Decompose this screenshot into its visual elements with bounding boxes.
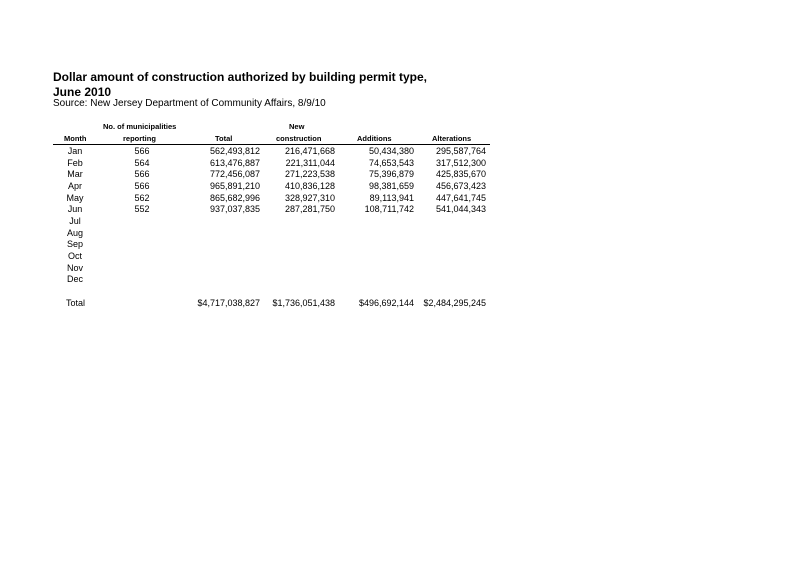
cell-new-construction: 271,223,538 <box>284 169 335 179</box>
cell-month: Jan <box>67 146 83 156</box>
header-rule <box>53 144 490 145</box>
cell-additions: 89,113,941 <box>369 193 414 203</box>
cell-additions: 50,434,380 <box>368 146 414 156</box>
cell-new-construction: 410,836,128 <box>284 181 335 191</box>
cell-alterations: 317,512,300 <box>435 158 486 168</box>
cell-month: Jun <box>67 204 83 214</box>
total-row-label: Total <box>66 298 86 308</box>
header-municipalities-line-2: reporting <box>123 134 156 143</box>
document-title-line-1: Dollar amount of construction authorized by building permit type, <box>53 70 428 84</box>
cell-total: 562,493,812 <box>209 146 260 156</box>
cell-total: 772,456,087 <box>209 169 260 179</box>
cell-additions: 98,381,659 <box>368 181 414 191</box>
cell-alterations: 295,587,764 <box>435 146 486 156</box>
cell-additions: 74,653,543 <box>368 158 414 168</box>
cell-month: Sep <box>66 239 83 249</box>
header-new-construction-line-1: New <box>289 122 305 131</box>
cell-alterations: 541,044,343 <box>435 204 486 214</box>
cell-month: Jul <box>69 216 81 226</box>
cell-municipalities-reporting: 566 <box>134 146 150 156</box>
cell-total: 965,891,210 <box>209 181 260 191</box>
header-alterations: Alterations <box>432 134 472 143</box>
header-municipalities-line-1: No. of municipalities <box>103 122 177 131</box>
header-new-construction-line-2: construction <box>276 134 322 143</box>
cell-total: 613,476,887 <box>209 158 260 168</box>
cell-month: May <box>66 193 84 203</box>
document-title-line-2: June 2010 <box>53 85 112 99</box>
cell-municipalities-reporting: 566 <box>134 181 150 191</box>
cell-new-construction: 287,281,750 <box>284 204 335 214</box>
header-additions: Additions <box>357 134 392 143</box>
cell-month: Mar <box>67 169 83 179</box>
cell-alterations: 447,641,745 <box>435 193 486 203</box>
cell-month: Feb <box>67 158 83 168</box>
cell-new-construction: 221,311,044 <box>285 158 335 168</box>
cell-additions: 108,711,742 <box>364 204 414 214</box>
source-note: Source: New Jersey Department of Community Affairs, 8/9/10 <box>53 98 326 109</box>
total-row-new-construction: $1,736,051,438 <box>272 298 335 308</box>
cell-municipalities-reporting: 564 <box>134 158 150 168</box>
total-row-additions: $496,692,144 <box>358 298 414 308</box>
cell-alterations: 456,673,423 <box>435 181 486 191</box>
cell-municipalities-reporting: 562 <box>134 193 150 203</box>
cell-municipalities-reporting: 566 <box>134 169 150 179</box>
cell-new-construction: 216,471,668 <box>284 146 335 156</box>
cell-alterations: 425,835,670 <box>435 169 486 179</box>
cell-municipalities-reporting: 552 <box>134 204 150 214</box>
header-month: Month <box>64 134 87 143</box>
cell-additions: 75,396,879 <box>368 169 414 179</box>
cell-month: Aug <box>66 228 83 238</box>
cell-month: Oct <box>67 251 82 261</box>
cell-month: Dec <box>66 274 83 284</box>
header-total: Total <box>215 134 233 143</box>
cell-month: Nov <box>66 263 83 273</box>
total-row-total: $4,717,038,827 <box>197 298 260 308</box>
cell-total: 865,682,996 <box>209 193 260 203</box>
cell-new-construction: 328,927,310 <box>284 193 335 203</box>
cell-total: 937,037,835 <box>209 204 260 214</box>
total-row-alterations: $2,484,295,245 <box>423 298 486 308</box>
cell-month: Apr <box>67 181 82 191</box>
